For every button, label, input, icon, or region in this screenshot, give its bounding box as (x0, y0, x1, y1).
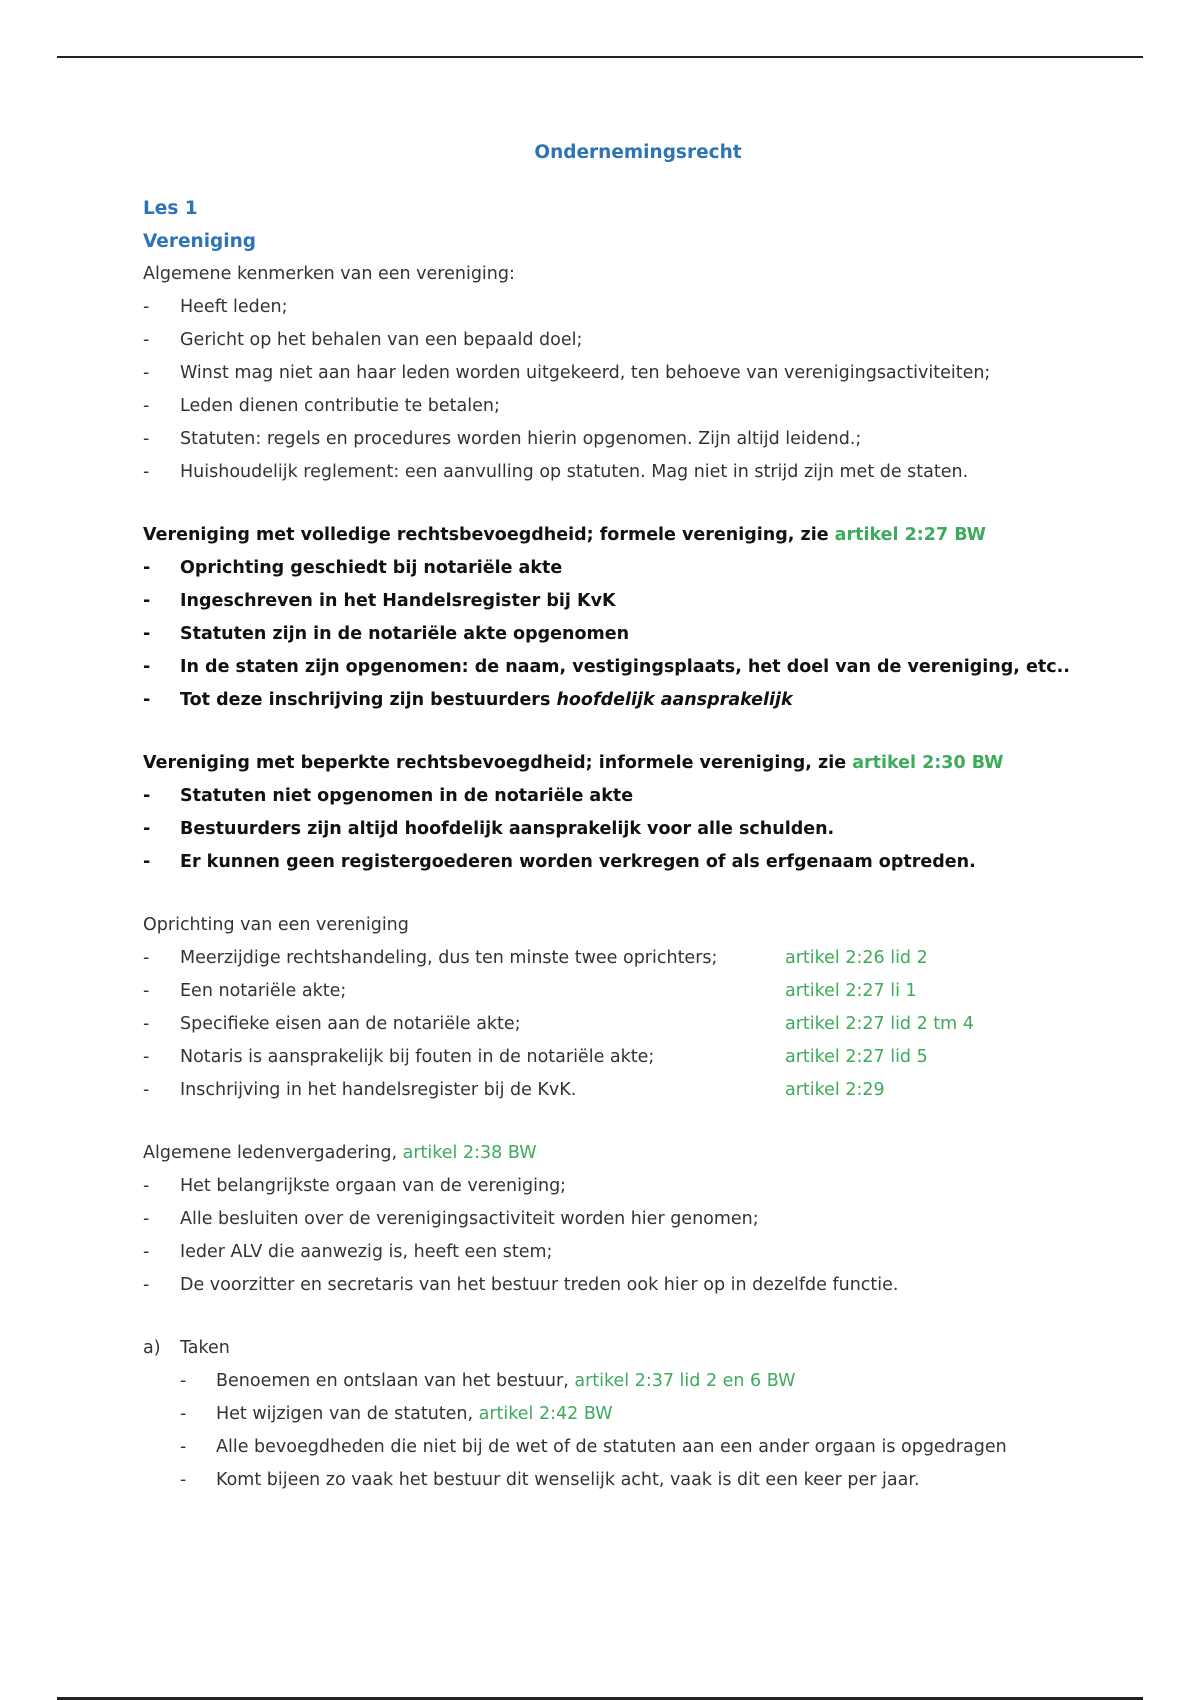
lesson-heading: Les 1 (143, 198, 198, 219)
list-item: - Statuten: regels en procedures worden hierin opgenomen. Zijn altijd leidend.; (143, 429, 862, 449)
list-item: - Ieder ALV die aanwezig is, heeft een stem; (143, 1242, 553, 1262)
article-reference: artikel 2:29 (785, 1080, 885, 1100)
beperkt-list (143, 780, 1073, 879)
list-item: - Er kunnen geen registergoederen worden verkregen of als erfgenaam optreden. (143, 852, 976, 872)
kenmerken-intro: Algemene kenmerken van een vereniging: (143, 264, 515, 284)
volledig-heading: Vereniging met volledige rechtsbevoegdheid; formele vereniging, zie artikel 2:27 BW (143, 525, 986, 545)
article-reference: artikel 2:27 li 1 (785, 981, 917, 1001)
list-item: - Specifieke eisen aan de notariële akte; artikel 2:27 lid 2 tm 4 (143, 1008, 1073, 1041)
kenmerken-list (143, 291, 1073, 489)
list-item: - Huishoudelijk reglement: een aanvulling op statuten. Mag niet in strijd zijn met de staten. (143, 462, 969, 482)
list-item: - Notaris is aansprakelijk bij fouten in de notariële akte; artikel 2:27 lid 5 (143, 1041, 1073, 1074)
emphasis-text: hoofdelijk aansprakelijk (556, 690, 793, 710)
list-item: - Een notariële akte; artikel 2:27 li 1 (143, 975, 1073, 1008)
article-reference: artikel 2:27 BW (834, 525, 986, 545)
list-item: - Inschrijving in het handelsregister bij de KvK. artikel 2:29 (143, 1074, 1073, 1107)
list-item: - Statuten zijn in de notariële akte opgenomen (143, 624, 630, 644)
list-item: - Leden dienen contributie te betalen; (143, 396, 500, 416)
article-reference: artikel 2:27 lid 2 tm 4 (785, 1014, 974, 1034)
list-item: - Benoemen en ontslaan van het bestuur, artikel 2:37 lid 2 en 6 BW (180, 1371, 796, 1391)
list-item: - Ingeschreven in het Handelsregister bij KvK (143, 591, 616, 611)
list-item: - Alle bevoegdheden die niet bij de wet of de statuten aan een ander orgaan is opgedragen (180, 1437, 1007, 1457)
list-item: - Alle besluiten over de verenigingsactiviteit worden hier genomen; (143, 1209, 759, 1229)
list-item: - Heeft leden; (143, 297, 288, 317)
article-reference: artikel 2:26 lid 2 (785, 948, 928, 968)
document-title: Ondernemingsrecht (534, 142, 742, 163)
header-rule (57, 56, 1143, 58)
volledig-list (143, 552, 1073, 717)
list-item: - Tot deze inschrijving zijn bestuurders hoofdelijk aansprakelijk (143, 690, 793, 710)
article-reference: artikel 2:30 BW (852, 753, 1004, 773)
list-item: - Het wijzigen van de statuten, artikel 2:42 BW (180, 1404, 613, 1424)
beperkt-heading: Vereniging met beperkte rechtsbevoegdheid; informele vereniging, zie artikel 2:30 BW (143, 753, 1004, 773)
list-item: - Gericht op het behalen van een bepaald doel; (143, 330, 583, 350)
list-item: - Winst mag niet aan haar leden worden uitgekeerd, ten behoeve van verenigingsactiviteiten; (143, 363, 991, 383)
taken-list (180, 1365, 1073, 1497)
taken-heading: a) Taken (143, 1338, 230, 1358)
document-page (143, 136, 1073, 1497)
list-item: - Oprichting geschiedt bij notariële akte (143, 558, 563, 578)
oprichting-list (143, 942, 1073, 1107)
list-item: - Het belangrijkste orgaan van de vereniging; (143, 1176, 567, 1196)
article-reference: artikel 2:27 lid 5 (785, 1047, 928, 1067)
list-item: - Meerzijdige rechtshandeling, dus ten minste twee oprichters; artikel 2:26 lid 2 (143, 942, 1073, 975)
list-item: - In de staten zijn opgenomen: de naam, vestigingsplaats, het doel van de vereniging, etc.. (143, 657, 1070, 677)
list-item: - Bestuurders zijn altijd hoofdelijk aansprakelijk voor alle schulden. (143, 819, 835, 839)
list-item: - Komt bijeen zo vaak het bestuur dit wenselijk acht, vaak is dit een keer per jaar. (180, 1470, 920, 1490)
alv-list (143, 1170, 1073, 1302)
list-item: - De voorzitter en secretaris van het bestuur treden ook hier op in dezelfde functie. (143, 1275, 899, 1295)
article-reference: artikel 2:37 lid 2 en 6 BW (574, 1371, 796, 1391)
alv-heading: Algemene ledenvergadering, artikel 2:38 BW (143, 1143, 537, 1163)
article-reference: artikel 2:38 BW (402, 1143, 537, 1163)
section-heading: Vereniging (143, 231, 257, 252)
oprichting-heading: Oprichting van een vereniging (143, 915, 409, 935)
list-item: - Statuten niet opgenomen in de notariële akte (143, 786, 634, 806)
article-reference: artikel 2:42 BW (478, 1404, 613, 1424)
